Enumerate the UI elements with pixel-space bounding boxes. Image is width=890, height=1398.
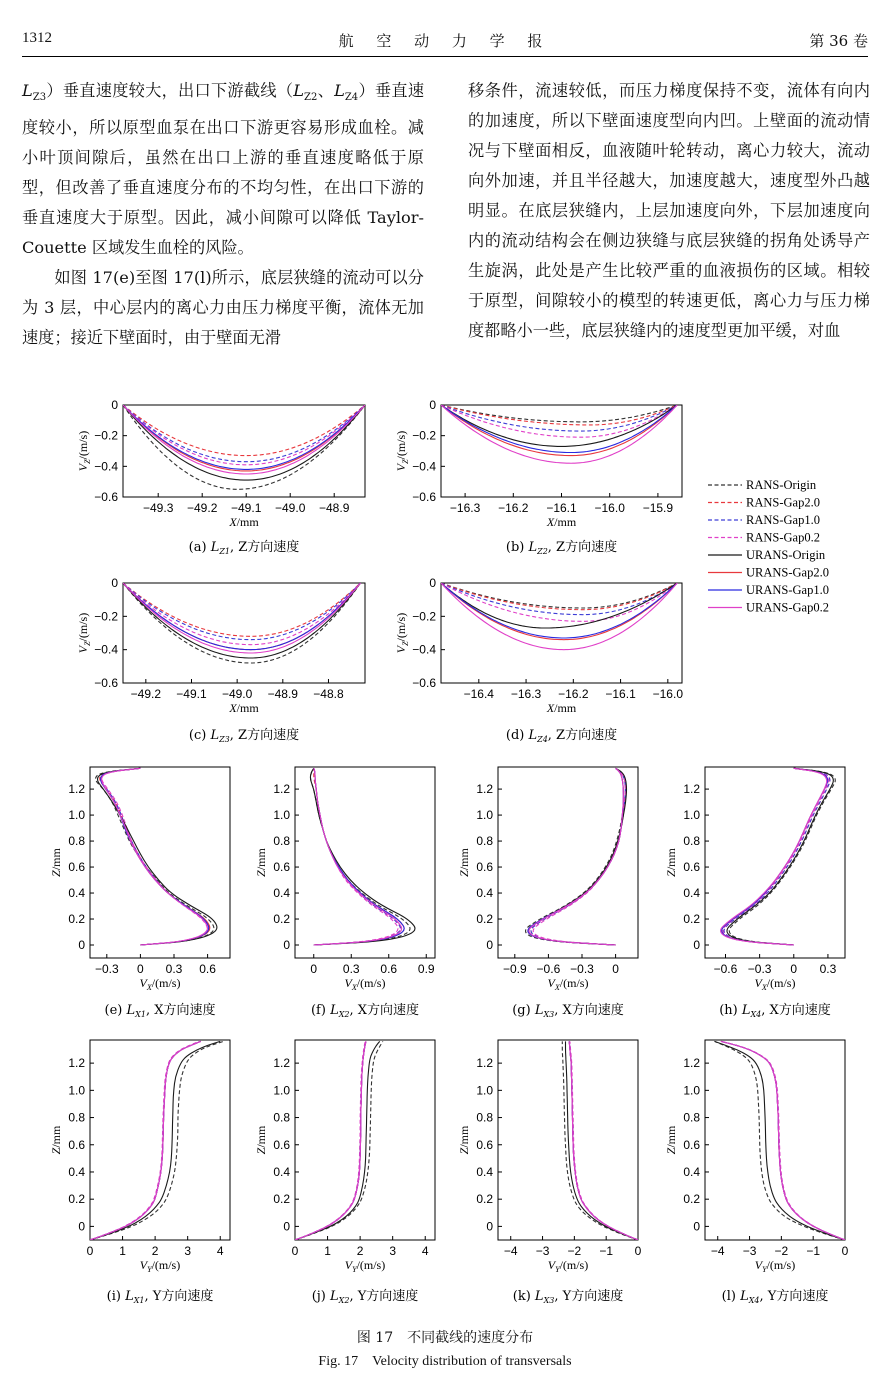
series-line-rans-origin xyxy=(729,768,835,945)
series-group xyxy=(721,768,836,945)
series-line-urans-gap1.0 xyxy=(441,583,677,638)
subscript: Z3 xyxy=(32,92,47,104)
x-tick-label: 0 xyxy=(310,962,318,976)
series-line-urans-gap0.2 xyxy=(102,768,208,945)
subscript: Z4 xyxy=(344,92,359,104)
figure-caption-cn: 图 17 不同截线的速度分布 xyxy=(356,1330,534,1346)
y-tick-label: −0.6 xyxy=(94,490,118,504)
y-tick-label: 0.2 xyxy=(68,912,85,927)
legend-entry: URANS-Gap1.0 xyxy=(746,583,829,597)
series-line-rans-gap2.0 xyxy=(100,768,209,945)
x-tick-label: 0.6 xyxy=(380,962,398,976)
x-tick-label: −0.3 xyxy=(94,962,119,976)
series-line-urans-origin xyxy=(98,768,217,945)
plot-frame xyxy=(295,1040,435,1240)
series-line-urans-gap1.0 xyxy=(295,1041,366,1240)
chart-panel-c xyxy=(76,576,365,744)
x-tick-label: −0.6 xyxy=(713,962,738,976)
plot-frame xyxy=(123,405,365,497)
y-tick-label: −0.4 xyxy=(94,642,118,657)
x-axis-label: $V_X/(m/s)$ xyxy=(139,976,181,992)
y-tick-label: 0.8 xyxy=(683,834,700,849)
series-line-rans-origin xyxy=(123,583,360,663)
panel-caption: (b) $L_{Z2}$, Z方向速度 xyxy=(505,540,618,556)
x-tick-label: 3 xyxy=(184,1244,192,1258)
y-tick-label: 1.0 xyxy=(68,808,85,823)
y-tick-label: 0 xyxy=(111,576,118,590)
x-axis-label: X/mm xyxy=(229,515,259,529)
figure-caption-en: Fig. 17 Velocity distribution of transversals xyxy=(318,1354,572,1369)
x-tick-label: −16.2 xyxy=(498,501,529,515)
x-tick-label: −49.1 xyxy=(176,687,207,701)
y-tick-label: 1.0 xyxy=(476,1083,493,1098)
y-tick-label: 0 xyxy=(78,938,85,953)
y-tick-label: 1.0 xyxy=(476,808,493,823)
italic-symbol: L xyxy=(22,81,33,100)
series-line-rans-gap0.2 xyxy=(314,768,398,945)
x-axis-label: $V_X/(m/s)$ xyxy=(344,976,386,992)
y-tick-label: 0.6 xyxy=(476,1137,493,1152)
x-axis-label: $V_Y/(m/s)$ xyxy=(754,1258,796,1274)
chart-panel-h xyxy=(664,767,845,1019)
y-tick-label: −0.2 xyxy=(412,609,436,624)
y-tick-label: 0 xyxy=(693,938,700,953)
y-axis-label: Z/mm xyxy=(664,1125,678,1155)
y-tick-label: 0.2 xyxy=(273,912,290,927)
x-tick-label: −1 xyxy=(599,1244,614,1258)
y-axis-label: Z/mm xyxy=(254,1125,268,1155)
y-tick-label: 0.8 xyxy=(273,834,290,849)
x-tick-label: 2 xyxy=(356,1244,364,1258)
series-line-urans-gap0.2 xyxy=(295,1041,366,1240)
italic-symbol: L xyxy=(293,81,305,100)
series-line-urans-gap2.0 xyxy=(295,1041,366,1240)
x-tick-label: −0.3 xyxy=(570,962,594,976)
x-axis-label: $V_Y/(m/s)$ xyxy=(139,1258,181,1274)
x-tick-label: −2 xyxy=(774,1244,789,1258)
x-tick-label: 4 xyxy=(216,1244,224,1258)
x-tick-label: 0 xyxy=(612,962,619,976)
series-line-urans-gap0.2 xyxy=(314,768,402,945)
x-tick-label: −16.0 xyxy=(594,501,625,515)
y-axis-label: Z/mm xyxy=(664,848,678,877)
y-tick-label: 1.0 xyxy=(273,1083,290,1098)
y-axis-label: Z/mm xyxy=(457,1125,471,1155)
subscript: Z2 xyxy=(304,92,318,104)
series-group xyxy=(562,1041,638,1240)
chart-panel-f xyxy=(254,767,435,1019)
series-line-rans-origin xyxy=(123,405,365,489)
series-line-rans-gap1.0 xyxy=(123,405,365,462)
chart-panel-d xyxy=(394,576,683,744)
x-tick-label: 4 xyxy=(421,1244,429,1258)
x-tick-label: 2 xyxy=(151,1244,159,1258)
y-tick-label: 0.8 xyxy=(273,1110,290,1125)
x-tick-label: −16.0 xyxy=(652,687,684,701)
y-tick-label: 0.6 xyxy=(476,860,493,875)
series-line-urans-origin xyxy=(310,768,415,945)
x-tick-label: 0.6 xyxy=(199,962,216,976)
x-tick-label: −4 xyxy=(710,1244,725,1258)
plot-frame xyxy=(123,583,365,683)
y-axis-label: $V_Z/(m/s)$ xyxy=(394,612,410,654)
y-axis-label: Z/mm xyxy=(49,848,63,877)
panel-caption: (k) $L_{X3}$, Y方向速度 xyxy=(512,1289,624,1305)
series-line-urans-origin xyxy=(123,405,365,480)
panel-caption: (f) $L_{X2}$, X方向速度 xyxy=(310,1003,420,1019)
series-line-urans-gap0.2 xyxy=(90,1041,201,1240)
y-tick-label: 0.4 xyxy=(273,1164,290,1179)
y-tick-label: −0.2 xyxy=(94,609,118,624)
series-line-rans-gap2.0 xyxy=(90,1041,201,1240)
chart-panel-j xyxy=(254,1040,435,1305)
page-number: 1312 xyxy=(22,30,52,46)
y-tick-label: 0.6 xyxy=(273,860,290,875)
series-line-rans-gap2.0 xyxy=(295,1041,366,1240)
legend-entry: URANS-Origin xyxy=(746,548,826,562)
y-tick-label: 0.2 xyxy=(476,1192,493,1207)
y-tick-label: −0.6 xyxy=(412,676,436,690)
series-line-rans-gap1.0 xyxy=(569,1041,638,1240)
x-axis-label: $V_Y/(m/s)$ xyxy=(547,1258,589,1274)
y-axis-label: $V_Z/(m/s)$ xyxy=(76,430,92,472)
series-group xyxy=(96,768,217,945)
y-tick-label: 0.4 xyxy=(68,1164,85,1179)
series-line-rans-gap1.0 xyxy=(123,583,360,640)
x-tick-label: 0 xyxy=(634,1244,642,1258)
y-tick-label: 0.6 xyxy=(683,860,700,875)
x-tick-label: 0 xyxy=(841,1244,849,1258)
chart-panel-i xyxy=(49,1040,230,1305)
legend-entry: RANS-Gap0.2 xyxy=(746,530,820,545)
y-axis-label: Z/mm xyxy=(457,848,471,877)
series-line-rans-gap2.0 xyxy=(441,583,677,610)
series-line-rans-origin xyxy=(310,768,410,945)
x-axis-label: X/mm xyxy=(229,701,259,715)
x-tick-label: 0 xyxy=(137,962,144,976)
series-line-urans-gap1.0 xyxy=(528,768,624,945)
y-tick-label: 0.4 xyxy=(683,1164,700,1179)
series-line-rans-origin xyxy=(295,1041,383,1240)
series-group xyxy=(526,768,627,945)
panel-caption: (h) $L_{X4}$, X方向速度 xyxy=(719,1003,831,1019)
x-tick-label: 0 xyxy=(790,962,798,976)
x-tick-label: −49.1 xyxy=(231,501,262,515)
plot-frame xyxy=(705,767,845,958)
italic-symbol: L xyxy=(334,81,345,100)
y-axis-label: Z/mm xyxy=(254,848,268,877)
x-axis-label: X/mm xyxy=(546,515,577,529)
y-tick-label: 0 xyxy=(429,576,436,590)
x-tick-label: −49.2 xyxy=(187,501,218,515)
x-tick-label: −16.3 xyxy=(449,501,481,515)
x-tick-label: 0 xyxy=(86,1244,94,1258)
x-tick-label: −16.2 xyxy=(558,687,589,701)
plot-frame xyxy=(295,767,435,958)
x-tick-label: −3 xyxy=(535,1244,550,1258)
journal-title: 航 空 动 力 学 报 xyxy=(338,32,552,50)
y-tick-label: 1.2 xyxy=(683,1056,700,1071)
y-tick-label: 0 xyxy=(78,1219,85,1234)
x-tick-label: −15.9 xyxy=(642,501,674,515)
y-tick-label: −0.6 xyxy=(412,490,436,504)
y-tick-label: 1.0 xyxy=(683,1083,700,1098)
y-tick-label: 0.4 xyxy=(68,886,85,901)
y-tick-label: 1.2 xyxy=(476,1056,493,1071)
series-group xyxy=(441,405,677,463)
panel-caption: (l) $L_{X4}$, Y方向速度 xyxy=(721,1289,829,1305)
series-line-urans-gap0.2 xyxy=(569,1041,638,1240)
y-tick-label: 1.2 xyxy=(273,1056,290,1071)
series-line-urans-gap1.0 xyxy=(90,1041,201,1240)
series-line-rans-gap2.0 xyxy=(569,1041,638,1240)
x-tick-label: −16.1 xyxy=(546,501,577,515)
series-line-urans-gap2.0 xyxy=(101,768,210,945)
x-tick-label: 0.3 xyxy=(819,962,837,976)
x-tick-label: −49.3 xyxy=(143,501,174,515)
y-tick-label: 0.8 xyxy=(476,834,493,849)
series-line-urans-origin xyxy=(727,768,833,945)
series-group xyxy=(123,583,360,663)
series-line-urans-gap2.0 xyxy=(569,1041,638,1240)
legend-entry: RANS-Gap1.0 xyxy=(746,513,820,527)
series-group xyxy=(90,1041,224,1240)
x-tick-label: −49.0 xyxy=(221,687,253,701)
y-tick-label: 0 xyxy=(486,1219,493,1234)
y-tick-label: 0 xyxy=(111,398,118,412)
y-tick-label: 0.2 xyxy=(273,1192,290,1207)
series-group xyxy=(295,1041,383,1240)
series-line-rans-gap2.0 xyxy=(123,405,365,456)
x-axis-label: $V_X/(m/s)$ xyxy=(754,976,796,992)
series-line-rans-gap2.0 xyxy=(314,768,401,945)
panel-caption: (j) $L_{X2}$, Y方向速度 xyxy=(311,1289,419,1305)
y-tick-label: 0.4 xyxy=(273,886,290,901)
y-tick-label: 0.8 xyxy=(68,1110,85,1125)
series-line-urans-origin xyxy=(566,1041,639,1240)
series-line-urans-origin xyxy=(441,405,677,446)
legend-entry: URANS-Gap0.2 xyxy=(746,600,829,615)
series-line-rans-gap1.0 xyxy=(90,1041,201,1240)
legend xyxy=(708,478,829,615)
plot-frame xyxy=(498,767,638,958)
panel-caption: (i) $L_{X1}$, Y方向速度 xyxy=(106,1289,214,1305)
legend-entry: RANS-Origin xyxy=(746,478,817,492)
y-tick-label: −0.4 xyxy=(412,642,436,657)
y-axis-label: $V_Z/(m/s)$ xyxy=(76,612,92,654)
chart-panel-k xyxy=(457,1040,642,1305)
panel-caption: (c) $L_{Z3}$, Z方向速度 xyxy=(188,728,300,744)
y-tick-label: 0.8 xyxy=(683,1110,700,1125)
y-tick-label: −0.2 xyxy=(94,428,118,443)
series-line-rans-origin xyxy=(90,1041,224,1240)
y-tick-label: 0.8 xyxy=(476,1110,493,1125)
series-line-urans-origin xyxy=(90,1041,220,1240)
series-line-urans-gap2.0 xyxy=(528,768,624,945)
series-line-urans-origin xyxy=(295,1041,380,1240)
legend-entry: URANS-Gap2.0 xyxy=(746,565,829,580)
y-tick-label: −0.4 xyxy=(412,459,436,474)
text-run: ）垂直速度较大，出口下游截线（ xyxy=(46,81,294,100)
x-tick-label: −49.2 xyxy=(130,687,162,701)
x-tick-label: −2 xyxy=(567,1244,582,1258)
x-tick-label: 0.3 xyxy=(165,962,183,976)
y-tick-label: 0.4 xyxy=(683,886,700,901)
series-line-urans-gap2.0 xyxy=(90,1041,201,1240)
y-tick-label: 0.2 xyxy=(683,912,700,927)
text-run: ）垂直速度较小，所以原型血泵在出口下游更容易形成血栓。减小叶顶间隙后，虽然在出口上游的垂直速度略低于原型，但改善了垂直速度分布的不均匀性，在出口下游的垂直速度大于原型。因此，减小间隙可以降低 Taylor-Couette 区域发生血栓的风险。 xyxy=(22,81,425,258)
y-tick-label: 0.6 xyxy=(273,1137,290,1152)
y-tick-label: 1.0 xyxy=(273,808,290,823)
x-tick-label: −4 xyxy=(503,1244,518,1258)
y-tick-label: 0 xyxy=(693,1219,700,1234)
y-tick-label: 0 xyxy=(486,938,493,953)
x-tick-label: 0.9 xyxy=(417,962,435,976)
series-line-rans-gap1.0 xyxy=(101,768,210,945)
series-group xyxy=(310,768,415,945)
x-tick-label: 1 xyxy=(119,1244,126,1258)
x-tick-label: 3 xyxy=(389,1244,397,1258)
y-tick-label: 0.2 xyxy=(476,912,493,927)
x-tick-label: −1 xyxy=(806,1244,821,1258)
x-tick-label: −0.9 xyxy=(502,962,527,976)
series-line-rans-origin xyxy=(96,768,214,945)
y-tick-label: 0.6 xyxy=(683,1137,700,1152)
y-tick-label: 0.4 xyxy=(476,1164,493,1179)
series-line-urans-gap1.0 xyxy=(101,768,209,945)
legend-entry: RANS-Gap2.0 xyxy=(746,495,820,510)
x-axis-label: $V_Y/(m/s)$ xyxy=(344,1258,386,1274)
x-tick-label: −48.9 xyxy=(267,687,298,701)
series-line-urans-origin xyxy=(441,583,677,628)
x-axis-label: $V_X/(m/s)$ xyxy=(547,976,589,992)
x-tick-label: −48.8 xyxy=(313,687,344,701)
y-tick-label: 0 xyxy=(283,938,290,953)
y-tick-label: 1.2 xyxy=(273,782,290,797)
y-tick-label: 0.4 xyxy=(476,886,493,901)
paragraph-2: 如图 17(e)至图 17(l)所示，底层狭缝的流动可以分为 3 层，中心层内的离心力由压力梯度平衡，流体无加速度；接近下壁面时，由于壁面无滑 xyxy=(22,268,424,348)
series-line-rans-gap2.0 xyxy=(123,583,360,636)
series-line-urans-gap1.0 xyxy=(123,405,365,469)
x-tick-label: −16.4 xyxy=(463,687,494,701)
y-axis-label: Z/mm xyxy=(49,1125,63,1155)
series-group xyxy=(441,583,677,650)
x-tick-label: 0.3 xyxy=(342,962,360,976)
series-line-rans-gap1.0 xyxy=(295,1041,366,1240)
chart-panel-l xyxy=(664,1040,849,1305)
series-line-rans-origin xyxy=(526,768,626,945)
x-tick-label: −16.1 xyxy=(605,687,636,701)
y-tick-label: 0.2 xyxy=(683,1192,700,1207)
x-axis-label: X/mm xyxy=(546,701,577,715)
y-tick-label: 0 xyxy=(283,1219,290,1234)
x-tick-label: −3 xyxy=(742,1244,757,1258)
x-tick-label: −16.3 xyxy=(510,687,542,701)
chart-panel-g xyxy=(457,767,638,1019)
y-tick-label: −0.2 xyxy=(412,428,436,443)
chart-panel-a xyxy=(76,398,365,556)
y-tick-label: −0.4 xyxy=(94,459,118,474)
panel-caption: (a) $L_{Z1}$, Z方向速度 xyxy=(188,540,300,556)
y-tick-label: 1.2 xyxy=(68,1056,85,1071)
series-group xyxy=(123,405,365,489)
y-tick-label: 1.2 xyxy=(683,782,700,797)
panel-caption: (e) $L_{X1}$, X方向速度 xyxy=(104,1003,216,1019)
x-tick-label: −49.0 xyxy=(275,501,306,515)
x-tick-label: −0.3 xyxy=(747,962,772,976)
plot-frame xyxy=(705,1040,845,1240)
y-tick-label: 0.6 xyxy=(68,1137,85,1152)
volume-label: 第 36 卷 xyxy=(809,32,868,50)
y-tick-label: 1.0 xyxy=(68,1083,85,1098)
series-line-rans-gap0.2 xyxy=(570,1041,638,1240)
series-line-rans-gap0.2 xyxy=(102,768,207,945)
x-tick-label: −48.9 xyxy=(319,501,350,515)
x-tick-label: 1 xyxy=(324,1244,331,1258)
panel-caption: (g) $L_{X3}$, X方向速度 xyxy=(512,1003,624,1019)
y-tick-label: 0 xyxy=(429,398,436,412)
y-tick-label: 0.2 xyxy=(68,1192,85,1207)
y-axis-label: $V_Z/(m/s)$ xyxy=(394,430,410,472)
y-tick-label: 0.6 xyxy=(68,860,85,875)
chart-panel-e xyxy=(49,767,230,1019)
text-run: 、 xyxy=(317,81,335,100)
y-tick-label: 0.8 xyxy=(68,834,85,849)
series-line-urans-gap0.2 xyxy=(123,583,360,653)
x-tick-label: 0 xyxy=(291,1244,299,1258)
series-line-rans-gap1.0 xyxy=(314,768,401,945)
y-tick-label: 1.0 xyxy=(683,808,700,823)
panel-caption: (d) $L_{Z4}$, Z方向速度 xyxy=(505,728,618,744)
series-line-urans-gap1.0 xyxy=(569,1041,638,1240)
y-tick-label: 1.2 xyxy=(68,782,85,797)
chart-panel-b xyxy=(394,398,682,556)
series-group xyxy=(715,1041,846,1240)
y-tick-label: −0.6 xyxy=(94,676,118,690)
y-tick-label: 1.2 xyxy=(476,782,493,797)
x-tick-label: −0.6 xyxy=(536,962,561,976)
plot-frame xyxy=(90,1040,230,1240)
paragraph-continued: 移条件，流速较低，而压力梯度保持不变，流体有向内的加速度，所以下壁面速度型向内凹。上壁面的流动情况与下壁面相反，血液随叶轮转动，离心力较大，流动向外加速，并且半径越大，加速度越大，速度型外凸越明显。在底层狭缝内，上层加速度向外，下层加速度向内的流动结构会在侧边狭缝与底层狭缝的拐角处诱导产生旋涡，此处是产生比较严重的血液损伤的区域。相较于原型，间隙较小的模型的转速更低，离心力与压力梯度都略小一些，底层狭缝内的速度型更加平缓，对血 xyxy=(468,81,870,340)
